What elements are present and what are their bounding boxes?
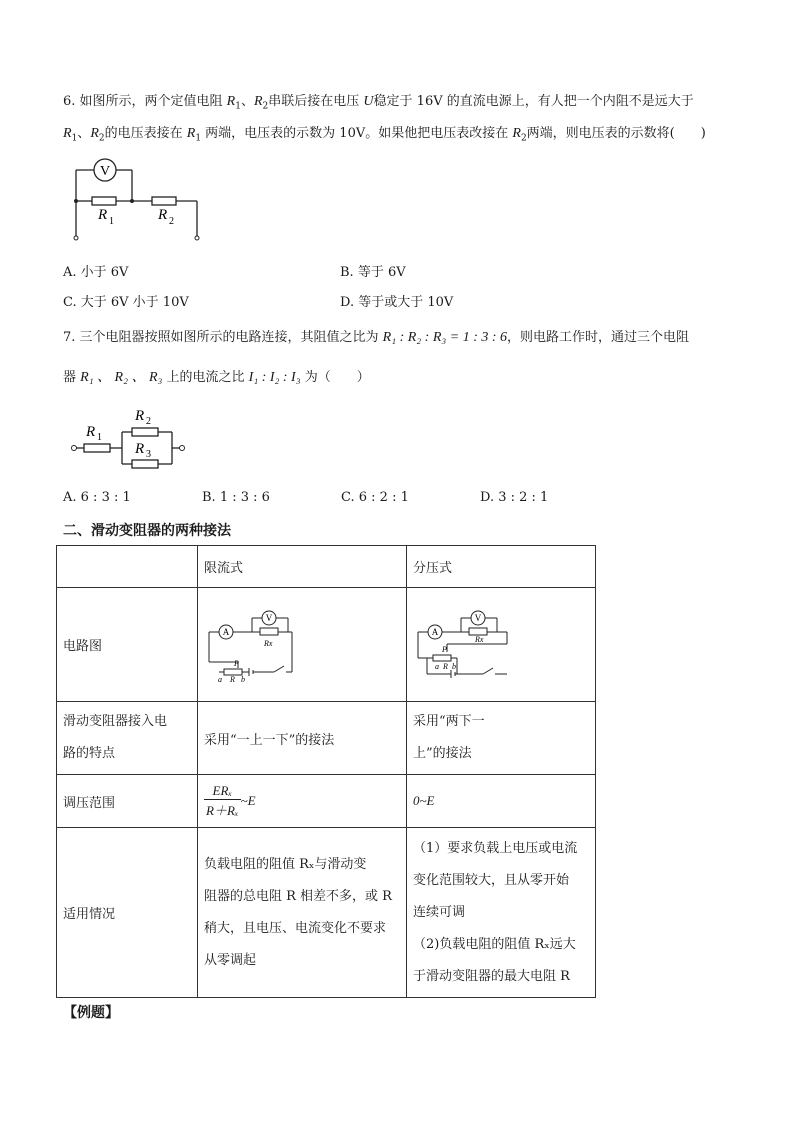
q6-r2-sub: 2 bbox=[262, 101, 269, 112]
q7-line2 bbox=[63, 362, 743, 394]
terminal-b-label: b bbox=[452, 661, 456, 671]
q7-option-d[interactable]: D. 3 : 2 : 1 bbox=[480, 490, 549, 505]
q7-option-a[interactable]: A. 6 : 3 : 1 bbox=[63, 490, 131, 505]
row-label-feature bbox=[57, 702, 198, 775]
divider-apply bbox=[407, 828, 596, 998]
q6-line2-r1b: R bbox=[186, 126, 196, 141]
terminal-right-icon bbox=[195, 236, 199, 240]
q7-terminal-left-icon bbox=[72, 446, 77, 451]
q6-option-c[interactable]: C. 大于 6V 小于 10V bbox=[63, 295, 189, 310]
voltage-divider-circuit bbox=[413, 602, 513, 684]
junction-dot-left bbox=[74, 199, 78, 203]
q7-option-c[interactable]: C. 6 : 2 : 1 bbox=[341, 490, 409, 505]
divider-apply-line3: 连续可调 bbox=[413, 904, 466, 920]
q7-terminal-right-icon bbox=[180, 446, 185, 451]
q7-text-a: 7. 三个电阻器按照如图所示的电路连接，其阻值之比为 bbox=[63, 330, 383, 345]
junction-dot-mid bbox=[130, 199, 134, 203]
range-denominator: R＋Rₓ bbox=[206, 803, 239, 818]
ammeter-label: A bbox=[431, 626, 439, 637]
limiting-apply-line2: 阻器的总电阻 R 相差不多，或 R bbox=[204, 888, 392, 904]
row-label-feature-line2: 路的特点 bbox=[63, 746, 116, 761]
terminal-a-label: a bbox=[435, 661, 439, 671]
divider-circuit-cell bbox=[407, 588, 596, 702]
q6-line2-r2: R bbox=[90, 126, 99, 141]
q7-text-e: 为（ ） bbox=[300, 370, 370, 385]
limiting-range bbox=[198, 775, 407, 828]
limiting-apply-line4: 从零调起 bbox=[204, 952, 257, 968]
q7-option-b[interactable]: B. 1 : 3 : 6 bbox=[202, 490, 270, 505]
q6-r1-symbol: R bbox=[226, 94, 236, 109]
table-row-circuit bbox=[57, 588, 596, 702]
q7-line1 bbox=[63, 322, 743, 354]
divider-apply-line1: （1）要求负载上电压或电流 bbox=[413, 840, 578, 856]
q7-text-d: 上的电流之比 bbox=[162, 370, 249, 385]
rx-label: Rx bbox=[264, 638, 273, 648]
section-heading: 二、滑动变阻器的两种接法 bbox=[63, 523, 231, 539]
terminal-b-label: b bbox=[241, 674, 245, 684]
q6-line2-r1: R bbox=[63, 126, 72, 141]
divider-apply-line4: （2)负载电阻的阻值 Rₓ远大 bbox=[413, 936, 576, 952]
row-label-circuit: 电路图 bbox=[57, 588, 198, 702]
slider-p-label: P bbox=[442, 644, 447, 654]
table-row-range bbox=[57, 775, 596, 828]
q6-line2-sep: 、 bbox=[77, 126, 91, 141]
q6-r2-symbol: R bbox=[253, 94, 263, 109]
q6-text-e: 两端，电压表的示数为 10V。如果他把电压表改接在 bbox=[201, 126, 513, 141]
voltmeter-label: V bbox=[474, 612, 482, 623]
q6-text-d: 的电压表接在 bbox=[104, 126, 187, 141]
limiting-apply-line1: 负载电阻的阻值 Rₓ与滑动变 bbox=[204, 856, 367, 872]
q7-current-ratio: I₁ : I₂ : I₃ bbox=[248, 370, 301, 385]
example-label: 【例题】 bbox=[63, 1005, 119, 1021]
q7-circuit-diagram bbox=[66, 402, 196, 474]
table-row-feature bbox=[57, 702, 596, 775]
header-current-limiting: 限流式 bbox=[198, 546, 407, 588]
range-numerator: ERₓ bbox=[204, 783, 241, 800]
q6-option-b[interactable]: B. 等于 6V bbox=[340, 265, 406, 280]
rx-label: Rx bbox=[475, 634, 484, 644]
q6-line2-r2b: R bbox=[512, 126, 521, 141]
q7-diagram-r3: R bbox=[135, 441, 145, 457]
limiting-circuit-cell bbox=[198, 588, 407, 702]
q6-line2-r1b-sub: 1 bbox=[195, 133, 202, 144]
q6-text-f: 两端，则电压表的示数将( ) bbox=[526, 126, 706, 141]
header-voltage-divider: 分压式 bbox=[407, 546, 596, 588]
q6-meter-label: V bbox=[99, 164, 111, 179]
q7-diagram-r1: R bbox=[86, 424, 96, 440]
row-label-apply: 适用情况 bbox=[57, 828, 198, 998]
current-limiting-circuit bbox=[204, 602, 304, 684]
q7-text-b: ，则电路工作时，通过三个电阻 bbox=[507, 330, 690, 345]
divider-apply-line2: 变化范围较大，且从零开始 bbox=[413, 872, 570, 888]
table-header-row bbox=[57, 546, 596, 588]
q7-ratio: R₁ : R₂ : R₃ = 1 : 3 : 6 bbox=[382, 330, 508, 345]
q7-diagram-r2-sub: 2 bbox=[146, 416, 151, 427]
q6-text-c: 稳定于 16V 的直流电源上，有人把一个内阻不是远大于 bbox=[373, 94, 694, 109]
q6-text-a: 6. 如图所示，两个定值电阻 bbox=[63, 94, 227, 109]
table-corner-cell bbox=[57, 546, 198, 588]
divider-feature-line1: 采用“两下一 bbox=[413, 714, 485, 729]
q6-diagram-r2: R bbox=[158, 207, 168, 223]
terminal-left-icon bbox=[74, 236, 78, 240]
q6-sep: 、 bbox=[240, 94, 254, 109]
range-fraction bbox=[204, 783, 241, 819]
q6-option-d[interactable]: D. 等于或大于 10V bbox=[340, 295, 454, 310]
ammeter-label: A bbox=[222, 626, 230, 637]
q7-diagram-r3-sub: 3 bbox=[146, 449, 151, 460]
q6-line2-r2-sub: 2 bbox=[98, 133, 105, 144]
q7-text-c: 器 bbox=[63, 370, 81, 385]
terminal-a-label: a bbox=[218, 674, 222, 684]
range-tail: ~E bbox=[240, 793, 256, 808]
q6-line2-r2b-sub: 2 bbox=[520, 133, 527, 144]
q6-diagram-r2-sub: 2 bbox=[169, 216, 174, 227]
q6-r1-sub: 1 bbox=[235, 101, 241, 112]
q6-option-a[interactable]: A. 小于 6V bbox=[63, 265, 129, 280]
q6-line2 bbox=[63, 118, 743, 155]
voltmeter-label: V bbox=[265, 612, 273, 623]
q7-diagram-r1-sub: 1 bbox=[97, 432, 102, 443]
q7-diagram-r2: R bbox=[135, 408, 145, 424]
q7-r-list: R₁ 、 R₂ 、 R₃ bbox=[80, 370, 163, 385]
limiting-apply bbox=[198, 828, 407, 998]
q6-circuit-diagram bbox=[66, 152, 206, 244]
slider-p-label: P bbox=[234, 658, 239, 668]
rheostat-r-label: R bbox=[443, 661, 448, 671]
q6-u-symbol: U bbox=[363, 94, 374, 109]
divider-feature-line2: 上”的接法 bbox=[413, 746, 472, 761]
q6-diagram-r1-sub: 1 bbox=[109, 216, 114, 227]
q6-diagram-r1: R bbox=[98, 207, 108, 223]
row-label-feature-line1: 滑动变阻器接入电 bbox=[63, 714, 168, 729]
limiting-feature: 采用“一上一下”的接法 bbox=[198, 702, 407, 775]
limiting-apply-line3: 稍大，且电压、电流变化不要求 bbox=[204, 920, 387, 936]
divider-feature bbox=[407, 702, 596, 775]
divider-range: 0~E bbox=[407, 775, 596, 828]
rheostat-r-label: R bbox=[230, 674, 235, 684]
row-label-range: 调压范围 bbox=[57, 775, 198, 828]
divider-apply-line5: 于滑动变阻器的最大电阻 R bbox=[413, 968, 570, 984]
comparison-table bbox=[56, 545, 596, 998]
table-row-apply bbox=[57, 828, 596, 998]
q6-text-b: 串联后接在电压 bbox=[268, 94, 364, 109]
q6-line2-r1-sub: 1 bbox=[71, 133, 78, 144]
